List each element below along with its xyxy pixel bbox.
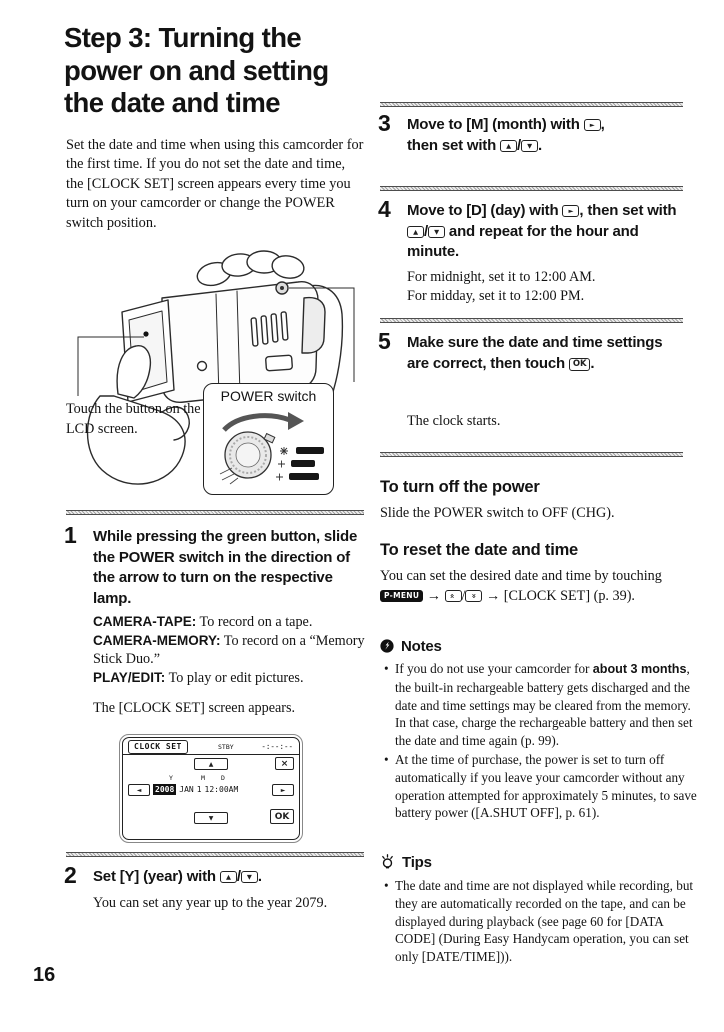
step-number: 2 — [64, 862, 77, 888]
camera-memory-text: To record on a “Memory Stick Duo.” — [93, 632, 365, 667]
close-button: × — [275, 757, 294, 770]
up-arrow-icon: ▲ — [220, 871, 237, 883]
play-edit-text: To play or edit pictures. — [165, 669, 304, 686]
step-number: 4 — [378, 196, 391, 222]
step-number: 5 — [378, 328, 391, 354]
status-stby: STBY — [218, 743, 234, 751]
section-divider — [66, 510, 364, 515]
time-value: 12:00AM — [204, 785, 239, 794]
step-4-heading-text3: and repeat for the hour and minute. — [407, 222, 639, 260]
right-arrow-icon: ► — [562, 205, 579, 217]
down-arrow-button: ▼ — [194, 812, 228, 824]
date-row — [128, 783, 294, 796]
step-4-heading-text: Move to [D] (day) with — [407, 202, 563, 219]
notes-heading: Notes — [401, 638, 442, 655]
step-number: 3 — [378, 110, 391, 136]
day-column-label: D — [221, 774, 225, 782]
section-divider — [380, 318, 683, 323]
step-5-body: The clock starts. — [407, 413, 501, 429]
midday-note: For midday, set it to 12:00 PM. — [407, 288, 585, 304]
double-chevron-up-icon: » — [448, 592, 458, 599]
left-arrow-button: ◄ — [128, 784, 150, 796]
tips-header — [380, 853, 432, 873]
down-arrow-icon: ▼ — [241, 871, 258, 883]
notes-icon — [380, 639, 394, 653]
note-item — [395, 660, 699, 750]
figure-caption: Touch the button on the LCD screen. — [66, 401, 201, 437]
day-value: 1 — [196, 785, 202, 794]
clock-set-tab: CLOCK SET — [128, 740, 188, 754]
step-4-body — [407, 268, 687, 306]
section-divider — [380, 186, 683, 191]
notes-list — [382, 660, 699, 823]
year-value: 2008 — [155, 785, 175, 794]
tips-list — [382, 877, 699, 967]
reset-paragraph — [380, 567, 682, 606]
step-3-heading — [407, 115, 687, 156]
intro-paragraph: Set the date and time when using this camcorder for the first time. If you do not set the date and time, the [CLOCK SET] screen appears every time you turn on your camcorder or change the POWER switch position. — [66, 137, 364, 231]
separator: / — [517, 136, 522, 154]
separator: / — [236, 868, 241, 885]
separator: / — [461, 587, 466, 604]
step-1-after: The [CLOCK SET] screen appears. — [93, 700, 296, 716]
step-2-body: You can set any year up to the year 2079. — [93, 895, 328, 911]
comma: , — [600, 116, 605, 133]
up-arrow-icon: ▲ — [500, 140, 517, 152]
step-5-heading — [407, 333, 679, 374]
step-1-heading: While pressing the green button, slide the POWER switch in the direction of the arrow to turn on the respective lamp. — [93, 528, 358, 607]
screen-header-line — [123, 754, 299, 755]
turn-off-heading: To turn off the power — [380, 478, 540, 496]
step-2-heading — [93, 867, 369, 888]
power-switch-box — [203, 383, 334, 495]
period: . — [590, 354, 595, 372]
tape-counter: -:--:-- — [261, 742, 293, 751]
double-chevron-down-icon: » — [469, 592, 479, 599]
tips-icon — [380, 854, 395, 869]
reset-heading: To reset the date and time — [380, 541, 579, 559]
reset-text: You can set the desired date and time by touching — [380, 568, 662, 584]
p-menu-icon: P-MENU — [380, 590, 423, 602]
power-switch-dial — [208, 408, 329, 488]
ok-button-icon: OK — [569, 358, 590, 371]
period: . — [257, 868, 262, 885]
title-line: power on and setting — [64, 54, 329, 86]
month-value: JAN — [179, 785, 194, 794]
title-line: the date and time — [64, 87, 280, 118]
step-5-heading-text: Make sure the date and time settings are correct, then touch — [407, 334, 663, 372]
note-text2: , the built-in rechargeable battery gets discharged and the date and time settings may be cleared from the memory. In that case, charge the rechargeable battery and then set the date and time again (p. 99). — [395, 661, 693, 749]
turn-off-body: Slide the POWER switch to OFF (CHG). — [380, 505, 615, 521]
title-line: Step 3: Turning the — [64, 22, 302, 53]
tip-item: • The date and time are not displayed while recording, but they are automatically recorded on the tape, and can be displayed during playback (see page 60 for [DATA CODE] (During Easy Handycam operation, you can set only [DATE/TIME])). — [395, 877, 699, 966]
tips-heading: Tips — [402, 854, 432, 871]
power-switch-label: POWER switch — [220, 388, 317, 404]
clock-set-screen — [122, 737, 300, 840]
step-3-heading-text: Move to [M] (month) with — [407, 116, 584, 133]
notes-header — [380, 637, 442, 657]
camera-tape-label: CAMERA-TAPE: — [93, 614, 197, 629]
separator: / — [424, 222, 428, 240]
step-4-heading — [407, 201, 689, 263]
camera-tape-text: To record on a tape. — [196, 614, 313, 630]
midnight-note: For midnight, set it to 12:00 AM. — [407, 269, 596, 285]
play-edit-label: PLAY/EDIT: — [93, 669, 166, 685]
note-text: If you do not use your camcorder for — [395, 661, 593, 676]
year-column-label: Y — [169, 774, 173, 782]
right-arrow-icon: ► — [584, 119, 601, 131]
ok-button: OK — [270, 809, 294, 824]
section-divider — [380, 452, 683, 457]
up-arrow-icon: ▲ — [407, 226, 424, 238]
flow-arrow: → — [426, 587, 441, 604]
page-title — [64, 22, 384, 120]
step-2-heading-text: Set [Y] (year) with — [93, 868, 220, 885]
step-number: 1 — [64, 522, 77, 548]
up-arrow-button: ▲ — [194, 758, 228, 770]
down-arrow-icon: ▼ — [428, 226, 445, 238]
section-divider — [66, 852, 364, 857]
period: . — [538, 136, 542, 154]
page-number: 16 — [33, 964, 56, 986]
note-item: • At the time of purchase, the power is set to turn off automatically if you leave your camcorder without any operation attempted for approximately 5 minutes, to save battery power ([A.SHUT OFF], p. 61). — [395, 751, 699, 822]
right-arrow-button: ► — [272, 784, 294, 796]
down-arrow-icon: ▼ — [521, 140, 538, 152]
note-bold-text: about 3 months — [592, 662, 687, 676]
flow-arrow: → — [486, 587, 501, 604]
camera-memory-label: CAMERA-MEMORY: — [93, 632, 221, 648]
step-3-heading-text2: then set with — [407, 136, 501, 154]
step-1-modes — [93, 613, 369, 687]
section-divider — [380, 102, 683, 107]
month-column-label: M — [201, 774, 205, 782]
reset-text2: [CLOCK SET] (p. 39). — [503, 587, 635, 604]
step-4-heading-text2: , then set with — [579, 202, 677, 219]
